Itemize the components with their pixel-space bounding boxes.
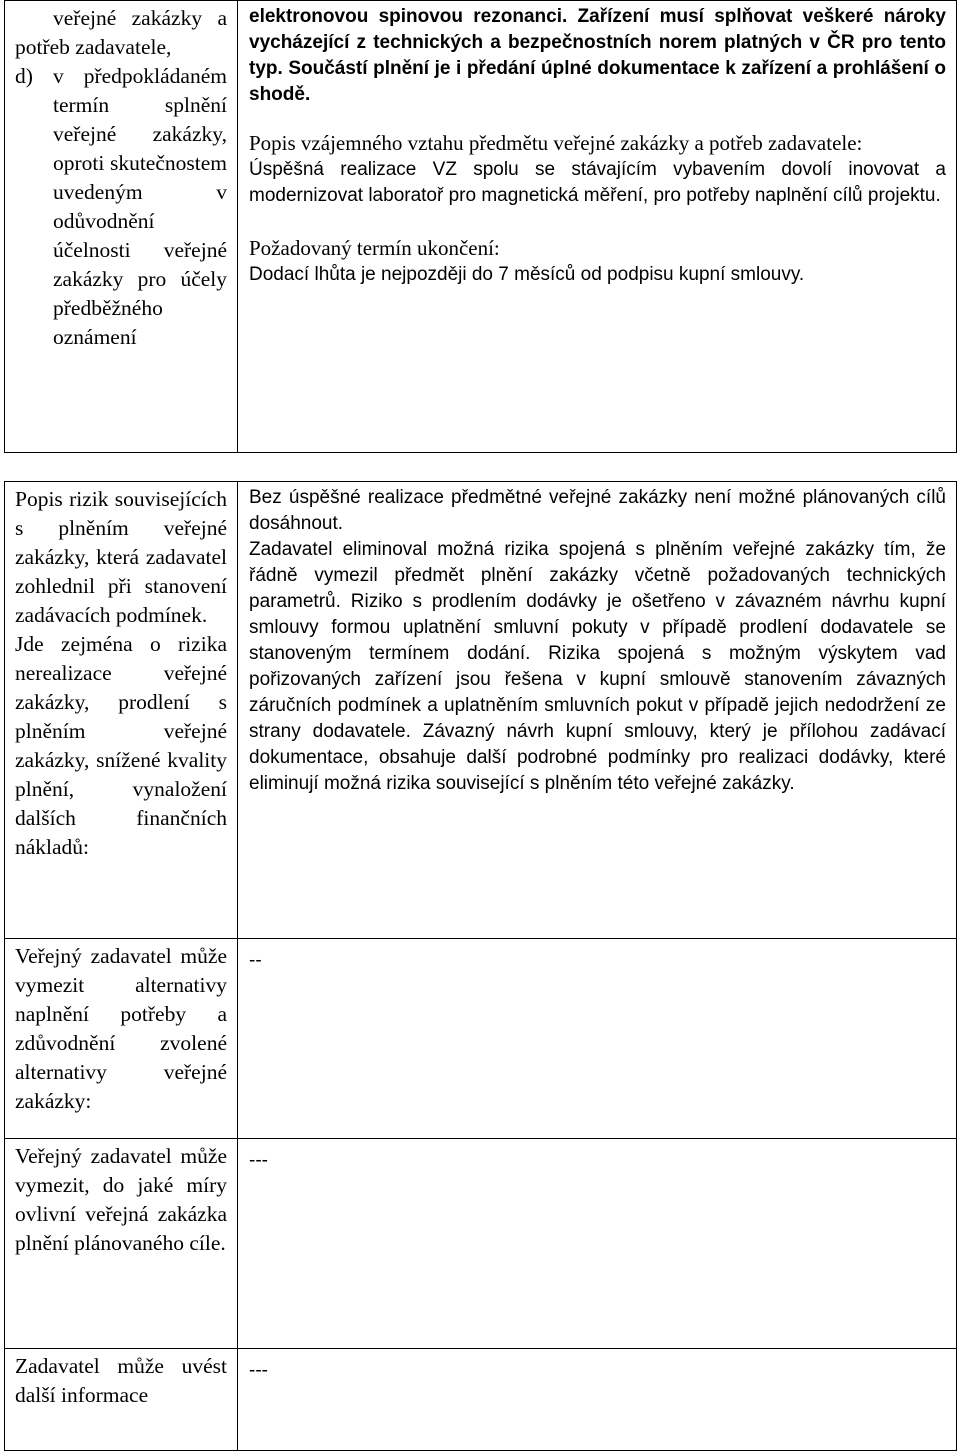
goal-impact-value: --- [249, 1150, 268, 1171]
label-continuation: veřejné zakázky a potřeb zadavatele, [15, 6, 227, 59]
subject-description-text: elektronovou spinovou rezonanci. Zařízení musí splňovat veškeré nároky vycházející z technických a bezpečnostních norem platných v ČR pro tento typ. Součástí plnění je i předání úplné dokumentace k zařízení a prohlášení o shodě. [249, 6, 946, 105]
deadline-heading: Požadovaný termín ukončení: [249, 236, 500, 260]
label-item-d [15, 62, 227, 352]
additional-info-value: --- [249, 1360, 268, 1381]
justification-table [4, 0, 957, 1451]
document-page [4, 0, 956, 1440]
row-content-risks [238, 482, 957, 939]
risks-text: Bez úspěšné realizace předmětné veřejné zakázky není možné plánovaných cílů dosáhnout. [249, 487, 946, 534]
deadline-text: Dodací lhůta je nejpozději do 7 měsíců od podpisu kupní smlouvy. [249, 264, 805, 285]
table-row-goal-impact [5, 1139, 957, 1349]
row-content-additional-info [238, 1349, 957, 1451]
table-row-additional-info [5, 1349, 957, 1451]
row-label-additional-info: Zadavatel může uvést další informace [5, 1349, 238, 1451]
row-content-schedule [238, 1, 957, 453]
item-letter: d) [15, 64, 33, 88]
row-label-alternatives: Veřejný zadavatel může vymezit alternativy naplnění potřeby a zdůvodnění zvolené alternativy veřejné zakázky: [5, 939, 238, 1139]
table-row-schedule [5, 1, 957, 453]
item-text: v předpokládaném termín splnění veřejné zakázky, oproti skutečnostem uvedeným v odůvodnění účelnosti veřejné zakázky pro účely předběžného oznámení [53, 64, 227, 349]
risks-label: Popis rizik souvisejících s plněním veřejné zakázky, která zadavatel zohlednil při stanovení zadávacích podmínek. [15, 487, 227, 627]
row-label-goal-impact: Veřejný zadavatel může vymezit, do jaké míry ovlivní veřejná zakázka plnění plánovaného cíle. [5, 1139, 238, 1349]
relation-heading: Popis vzájemného vztahu předmětu veřejné zakázky a potřeb zadavatele: [249, 131, 863, 155]
table-spacer [5, 453, 957, 482]
table-row-risks [5, 482, 957, 939]
row-label-risks [5, 482, 238, 939]
relation-text: Úspěšná realizace VZ spolu se stávajícím vybavením dovolí inovovat a modernizovat laboratoř pro magnetická měření, pro potřeby naplnění cílů projektu. [249, 159, 946, 206]
row-content-goal-impact [238, 1139, 957, 1349]
risks-label-continued: Jde zejména o rizika nerealizace veřejné zakázky, prodlení s plněním veřejné zakázky, snížené kvality plnění, vynaložení dalších finančních nákladů: [15, 632, 227, 859]
row-content-alternatives [238, 939, 957, 1139]
alternatives-value: -- [249, 950, 262, 971]
risks-text-continued: Zadavatel eliminoval možná rizika spojená s plněním veřejné zakázky tím, že řádně vymezil předmět plnění zakázky včetně požadovaných technických parametrů. Riziko s prodlením dodávky je ošetřeno v závazném návrhu kupní smlouvy formou uplatnění smluvní pokuty v případě prodlení dodavatele se stanoveným termínem dodání. Rizika spojená s možným výskytem vad pořizovaných zařízení jsou řešena v kupní smlouvě stanovením závazných záručních podmínek a uplatněním smluvních pokut v případě jejich nedodržení ze strany dodavatele. Závazný návrh kupní smlouvy, který je přílohou zadávací dokumentace, obsahuje další podrobné podmínky pro realizaci dodávky, které eliminují možná rizika související s plněním této veřejné zakázky. [249, 539, 946, 794]
table-row-alternatives [5, 939, 957, 1139]
row-label-schedule [5, 1, 238, 453]
